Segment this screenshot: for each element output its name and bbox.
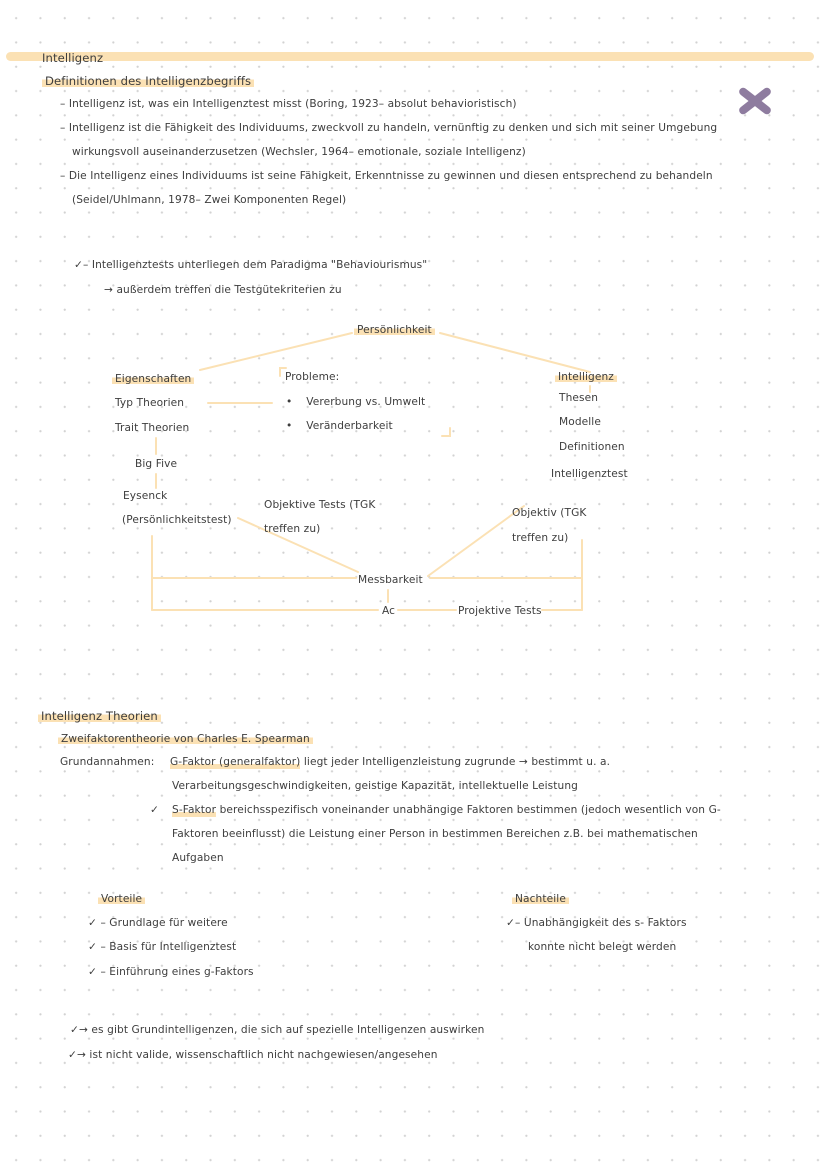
mindmap-typ-theorien: Typ Theorien [115,397,185,409]
mindmap-intelligenz: Intelligenz [555,369,617,385]
page-title: Intelligenz [42,51,104,65]
mindmap-objektiv-2: treffen zu) [512,532,569,544]
mindmap-problem-2: • Veränderbarkeit [286,420,393,432]
vorteile-title: Vorteile [98,891,145,907]
section-subtitle: Definitionen des Intelligenzbegriffs [42,73,254,89]
mindmap-big-five: Big Five [135,458,178,470]
mindmap-eigenschaften: Eigenschaften [112,371,194,387]
nachteile-title: Nachteile [512,891,569,907]
s-faktor-line1: S-Faktor bereichsspezifisch voneinander unabhängige Faktoren bestimmen (jedoch wesentlich von G- [172,804,721,816]
section-subtitle-spearman: Zweifaktorentheorie von Charles E. Spearman [58,731,313,747]
definition-3-line2: (Seidel/Uhlmann, 1978– Zwei Komponenten Regel) [72,194,347,206]
definition-3-line1: – Die Intelligenz eines Individuums ist seine Fähigkeit, Erkenntnisse zu gewinnen und diesen entsprechend zu behandeln [60,170,713,182]
mindmap-objektiv-1: Objektiv (TGK [512,507,587,519]
mindmap-ac: Ac [382,605,396,617]
s-faktor-line3: Aufgaben [172,852,224,864]
mindmap-intelligenztest: Intelligenztest [551,468,628,480]
vorteil-3: ✓ – Einführung eines g-Faktors [88,966,254,978]
mindmap-trait-theorien: Trait Theorien [115,422,190,434]
note-testguete: → außerdem treffen die Testgütekriterien zu [104,284,342,296]
definition-1: – Intelligenz ist, was ein Intelligenztest misst (Boring, 1923– absolut behavioristisch) [60,98,517,110]
note-behaviourismus: ✓– Intelligenztests unterliegen dem Paradigma "Behaviourismus" [74,259,428,271]
mindmap-objektive-tests-2: treffen zu) [264,523,321,535]
mindmap-probleme: Probleme: [285,371,340,383]
grundannahmen-label: Grundannahmen: [60,756,155,768]
nachteil-2: konnte nicht belegt werden [528,941,677,953]
mindmap-projektive-tests: Projektive Tests [458,605,542,617]
mindmap-problem-1: • Vererbung vs. Umwelt [286,396,426,408]
mindmap-modelle: Modelle [559,416,601,428]
g-faktor-line1: G-Faktor (generalfaktor) liegt jeder Intelligenzleistung zugrunde → bestimmt u. a. [170,756,611,768]
nachteil-1: ✓– Unabhängigkeit des s- Faktors [506,917,687,929]
conclusion-1: ✓→ es gibt Grundintelligenzen, die sich auf spezielle Intelligenzen auswirken [70,1024,485,1036]
definition-2-line1: – Intelligenz ist die Fähigkeit des Individuums, zweckvoll zu handeln, vernünftig zu denken und sich mit seiner Umgebung [60,122,718,134]
mindmap-messbarkeit: Messbarkeit [358,574,423,586]
mindmap-objektive-tests-1: Objektive Tests (TGK [264,499,376,511]
g-faktor-line2: Verarbeitungsgeschwindigkeiten, geistige Kapazität, intellektuelle Leistung [172,780,578,792]
vorteil-2: ✓ – Basis für Intelligenztest [88,941,237,953]
vorteil-1: ✓ – Grundlage für weitere [88,917,228,929]
definition-2-line2: wirkungsvoll auseinanderzusetzen (Wechsler, 1964– emotionale, soziale Intelligenz) [72,146,526,158]
mindmap-center: Persönlichkeit [354,322,435,338]
s-faktor-line2: Faktoren beeinflusst) die Leistung einer Person in bestimmen Bereichen z.B. bei mathematischen [172,828,698,840]
section-title-theorien: Intelligenz Theorien [38,708,161,724]
conclusion-2: ✓→ ist nicht valide, wissenschaftlich nicht nachgewiesen/angesehen [68,1049,438,1061]
mindmap-persoenlichkeitstest: (Persönlichkeitstest) [122,514,232,526]
cross-mark-icon [736,84,774,118]
mindmap-eysenck: Eysenck [123,490,168,502]
mindmap-thesen: Thesen [559,392,599,404]
mindmap-definitionen: Definitionen [559,441,625,453]
s-faktor-check: ✓ [150,804,159,816]
